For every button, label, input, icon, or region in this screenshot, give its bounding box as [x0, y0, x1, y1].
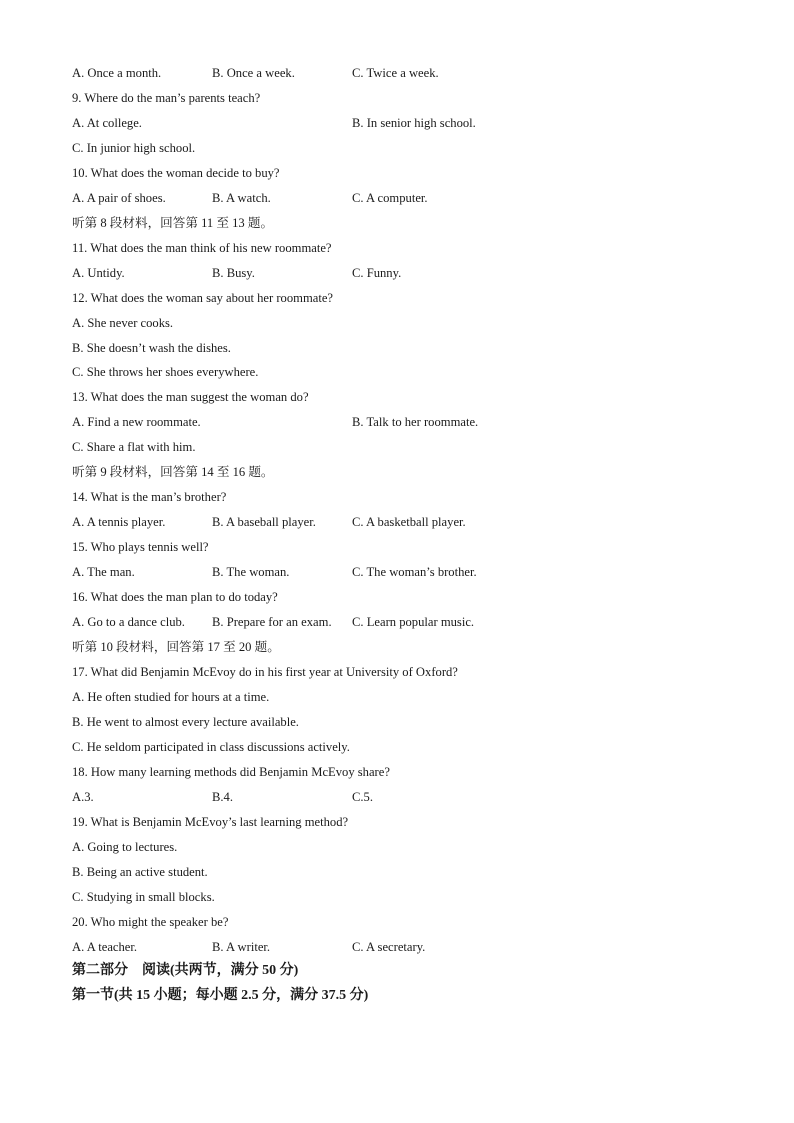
option-a: A. Untidy.: [72, 266, 125, 280]
option-c: C.5.: [352, 790, 373, 804]
question-11: 11. What does the man think of his new roommate?: [72, 241, 332, 255]
option-a: A. The man.: [72, 565, 135, 579]
question-10: 10. What does the woman decide to buy?: [72, 166, 280, 180]
option-b: B. Being an active student.: [72, 865, 208, 879]
question-19: 19. What is Benjamin McEvoy’s last learning method?: [72, 815, 349, 829]
question-14: 14. What is the man’s brother?: [72, 490, 227, 504]
question-20: 20. Who might the speaker be?: [72, 915, 229, 929]
part-2-heading: 第二部分 阅读(共两节，满分 50 分): [72, 963, 299, 978]
option-c: C. A computer.: [352, 191, 428, 205]
option-b: B. A watch.: [212, 191, 271, 205]
option-a: A. Go to a dance club.: [72, 615, 185, 629]
option-b: B. In senior high school.: [352, 116, 476, 130]
option-c: C. Learn popular music.: [352, 615, 475, 629]
option-a: A. At college.: [72, 116, 142, 130]
option-a: A. A teacher.: [72, 940, 138, 954]
option-c: C. A basketball player.: [352, 515, 466, 529]
option-b: B. A baseball player.: [212, 515, 316, 529]
option-b: B. The woman.: [212, 565, 290, 579]
option-c: C. Share a flat with him.: [72, 440, 196, 454]
question-13: 13. What does the man suggest the woman do?: [72, 390, 309, 404]
option-a: A. Find a new roommate.: [72, 415, 201, 429]
question-16: 16. What does the man plan to do today?: [72, 590, 278, 604]
question-9: 9. Where do the man’s parents teach?: [72, 91, 261, 105]
option-b: B. Prepare for an exam.: [212, 615, 332, 629]
option-b: B. Busy.: [212, 266, 255, 280]
option-c: C. She throws her shoes everywhere.: [72, 365, 259, 379]
question-17: 17. What did Benjamin McEvoy do in his first year at University of Oxford?: [72, 665, 458, 679]
option-c: C. In junior high school.: [72, 141, 196, 155]
question-18: 18. How many learning methods did Benjamin McEvoy share?: [72, 765, 390, 779]
option-a: A.3.: [72, 790, 94, 804]
option-a: A. A tennis player.: [72, 515, 166, 529]
section-8-instruction: 听第 8 段材料，回答第 11 至 13 题。: [72, 216, 274, 230]
option-a: A. Once a month.: [72, 66, 162, 80]
option-a: A. He often studied for hours at a time.: [72, 690, 270, 704]
option-a: A. She never cooks.: [72, 316, 174, 330]
option-b: B.4.: [212, 790, 233, 804]
option-c: C. He seldom participated in class discussions actively.: [72, 740, 350, 754]
option-b: B. He went to almost every lecture available.: [72, 715, 299, 729]
option-c: C. Funny.: [352, 266, 402, 280]
section-1-heading: 第一节(共 15 小题；每小题 2.5 分，满分 37.5 分): [72, 988, 369, 1003]
option-c: C. Studying in small blocks.: [72, 890, 215, 904]
option-c: C. A secretary.: [352, 940, 426, 954]
option-b: B. Talk to her roommate.: [352, 415, 479, 429]
option-b: B. A writer.: [212, 940, 271, 954]
option-b: B. She doesn’t wash the dishes.: [72, 341, 231, 355]
question-12: 12. What does the woman say about her roommate?: [72, 291, 334, 305]
option-c: C. The woman’s brother.: [352, 565, 477, 579]
option-a: A. Going to lectures.: [72, 840, 178, 854]
section-9-instruction: 听第 9 段材料，回答第 14 至 16 题。: [72, 465, 274, 479]
question-15: 15. Who plays tennis well?: [72, 540, 209, 554]
section-10-instruction: 听第 10 段材料，回答第 17 至 20 题。: [72, 640, 280, 654]
option-a: A. A pair of shoes.: [72, 191, 166, 205]
option-c: C. Twice a week.: [352, 66, 439, 80]
option-b: B. Once a week.: [212, 66, 295, 80]
